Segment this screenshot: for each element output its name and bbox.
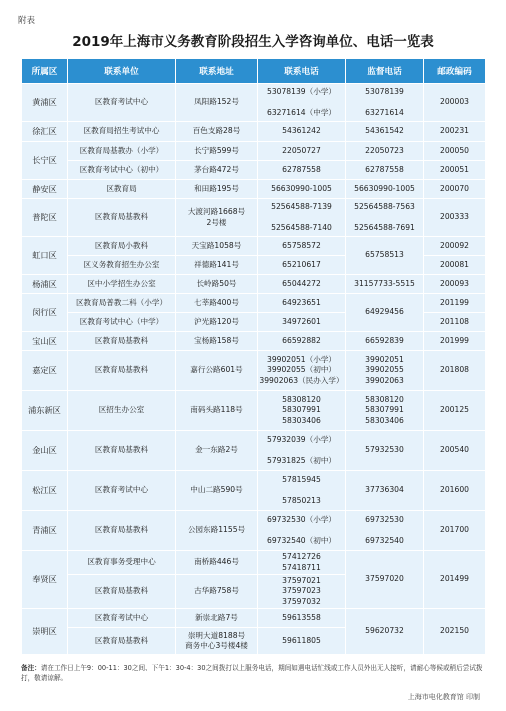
address-cell: 公园东路1155号 bbox=[176, 511, 258, 551]
table-row bbox=[22, 142, 486, 161]
unit-cell: 区教育局招生考试中心 bbox=[68, 122, 176, 142]
phone-cell: 57412726 57418711 bbox=[258, 551, 346, 575]
address-cell: 长岭路50号 bbox=[176, 275, 258, 294]
phone-cell: 57815945 57850213 bbox=[258, 471, 346, 511]
supervision-phone-cell: 69732530 69732540 bbox=[346, 511, 424, 551]
district-cell: 宝山区 bbox=[22, 332, 68, 351]
postcode-cell: 201108 bbox=[424, 313, 486, 332]
unit-cell: 区教育局基教科 bbox=[68, 431, 176, 471]
unit-cell: 区教育局基教科 bbox=[68, 575, 176, 609]
phone-cell: 52564588-7139 52564588-7140 bbox=[258, 199, 346, 237]
address-cell: 七莘路400号 bbox=[176, 294, 258, 313]
unit-cell: 区教育局小教科 bbox=[68, 237, 176, 256]
table-row bbox=[22, 161, 486, 180]
header-district: 所属区 bbox=[22, 59, 68, 84]
postcode-cell: 201700 bbox=[424, 511, 486, 551]
header-unit: 联系单位 bbox=[68, 59, 176, 84]
header-postcode: 邮政编码 bbox=[424, 59, 486, 84]
district-cell: 杨浦区 bbox=[22, 275, 68, 294]
unit-cell: 区教育局基教科 bbox=[68, 199, 176, 237]
postcode-cell: 200092 bbox=[424, 237, 486, 256]
supervision-phone-cell: 22050723 bbox=[346, 142, 424, 161]
appendix-label: 附表 bbox=[18, 16, 36, 26]
footnote-label: 备注： bbox=[21, 664, 41, 672]
unit-cell: 区教育局 bbox=[68, 180, 176, 199]
table-row bbox=[22, 122, 486, 142]
table-row bbox=[22, 332, 486, 351]
unit-cell: 区教育局普教二科（小学） bbox=[68, 294, 176, 313]
address-cell: 百色支路28号 bbox=[176, 122, 258, 142]
phone-cell: 54361242 bbox=[258, 122, 346, 142]
table-row bbox=[22, 609, 486, 628]
supervision-phone-cell: 62787558 bbox=[346, 161, 424, 180]
phone-cell: 64923651 bbox=[258, 294, 346, 313]
supervision-phone-cell: 64929456 bbox=[346, 294, 424, 332]
table-row bbox=[22, 551, 486, 575]
table-row bbox=[22, 275, 486, 294]
district-cell: 嘉定区 bbox=[22, 351, 68, 391]
supervision-phone-cell: 59620732 bbox=[346, 609, 424, 655]
address-cell: 祥德路141号 bbox=[176, 256, 258, 275]
district-cell: 青浦区 bbox=[22, 511, 68, 551]
header-phone: 联系电话 bbox=[258, 59, 346, 84]
postcode-cell: 200125 bbox=[424, 391, 486, 431]
phone-cell: 37597021 37597023 37597032 bbox=[258, 575, 346, 609]
supervision-phone-cell: 54361542 bbox=[346, 122, 424, 142]
address-cell: 新崇北路7号 bbox=[176, 609, 258, 628]
address-cell: 长宁路599号 bbox=[176, 142, 258, 161]
phone-cell: 22050727 bbox=[258, 142, 346, 161]
phone-cell: 53078139（小学） 63271614（中学） bbox=[258, 84, 346, 122]
address-cell: 南码头路118号 bbox=[176, 391, 258, 431]
postcode-cell: 202150 bbox=[424, 609, 486, 655]
address-cell: 金一东路2号 bbox=[176, 431, 258, 471]
supervision-phone-cell: 53078139 63271614 bbox=[346, 84, 424, 122]
postcode-cell: 201600 bbox=[424, 471, 486, 511]
unit-cell: 区教育局基教科 bbox=[68, 511, 176, 551]
printer-credit: 上海市电化教育馆 印制 bbox=[407, 693, 480, 701]
phone-cell: 69732530（小学） 69732540（初中） bbox=[258, 511, 346, 551]
address-cell: 崇明大道8188号 商务中心3号楼4楼 bbox=[176, 628, 258, 655]
unit-cell: 区教育考试中心 bbox=[68, 84, 176, 122]
phone-cell: 59613558 bbox=[258, 609, 346, 628]
district-cell: 松江区 bbox=[22, 471, 68, 511]
phone-cell: 39902051（小学） 39902055（初中） 39902063（民办入学） bbox=[258, 351, 346, 391]
postcode-cell: 201199 bbox=[424, 294, 486, 313]
postcode-cell: 201499 bbox=[424, 551, 486, 609]
table-row bbox=[22, 431, 486, 471]
unit-cell: 区招生办公室 bbox=[68, 391, 176, 431]
supervision-phone-cell: 39902051 39902055 39902063 bbox=[346, 351, 424, 391]
postcode-cell: 200070 bbox=[424, 180, 486, 199]
address-cell: 南桥路446号 bbox=[176, 551, 258, 575]
phone-cell: 66592882 bbox=[258, 332, 346, 351]
postcode-cell: 201999 bbox=[424, 332, 486, 351]
table-row bbox=[22, 351, 486, 391]
table-row bbox=[22, 237, 486, 256]
address-cell: 沪光路120号 bbox=[176, 313, 258, 332]
supervision-phone-cell: 37736304 bbox=[346, 471, 424, 511]
unit-cell: 区教育考试中心（中学） bbox=[68, 313, 176, 332]
table-row bbox=[22, 391, 486, 431]
supervision-phone-cell: 37597020 bbox=[346, 551, 424, 609]
unit-cell: 区教育事务受理中心 bbox=[68, 551, 176, 575]
unit-cell: 区义务教育招生办公室 bbox=[68, 256, 176, 275]
district-cell: 普陀区 bbox=[22, 199, 68, 237]
table-row bbox=[22, 294, 486, 313]
address-cell: 天宝路1058号 bbox=[176, 237, 258, 256]
table-header-row bbox=[22, 59, 486, 84]
supervision-phone-cell: 57932530 bbox=[346, 431, 424, 471]
address-cell: 古华路758号 bbox=[176, 575, 258, 609]
phone-cell: 65210617 bbox=[258, 256, 346, 275]
postcode-cell: 200050 bbox=[424, 142, 486, 161]
table-row bbox=[22, 180, 486, 199]
page-title: 2019年上海市义务教育阶段招生入学咨询单位、电话一览表 bbox=[72, 34, 434, 50]
table-row bbox=[22, 511, 486, 551]
supervision-phone-cell: 65758513 bbox=[346, 237, 424, 275]
phone-cell: 59611805 bbox=[258, 628, 346, 655]
contact-table bbox=[21, 58, 486, 655]
unit-cell: 区教育局基教办（小学） bbox=[68, 142, 176, 161]
table-row bbox=[22, 199, 486, 237]
supervision-phone-cell: 31157733-5515 bbox=[346, 275, 424, 294]
table-row bbox=[22, 84, 486, 122]
postcode-cell: 200003 bbox=[424, 84, 486, 122]
address-cell: 茅台路472号 bbox=[176, 161, 258, 180]
unit-cell: 区中小学招生办公室 bbox=[68, 275, 176, 294]
supervision-phone-cell: 58308120 58307991 58303406 bbox=[346, 391, 424, 431]
supervision-phone-cell: 66592839 bbox=[346, 332, 424, 351]
phone-cell: 34972601 bbox=[258, 313, 346, 332]
postcode-cell: 200333 bbox=[424, 199, 486, 237]
phone-cell: 56630990-1005 bbox=[258, 180, 346, 199]
postcode-cell: 200051 bbox=[424, 161, 486, 180]
postcode-cell: 200081 bbox=[424, 256, 486, 275]
header-address: 联系地址 bbox=[176, 59, 258, 84]
district-cell: 崇明区 bbox=[22, 609, 68, 655]
unit-cell: 区教育考试中心（初中） bbox=[68, 161, 176, 180]
district-cell: 黄浦区 bbox=[22, 84, 68, 122]
district-cell: 奉贤区 bbox=[22, 551, 68, 609]
unit-cell: 区教育局基教科 bbox=[68, 628, 176, 655]
phone-cell: 65758572 bbox=[258, 237, 346, 256]
phone-cell: 62787558 bbox=[258, 161, 346, 180]
postcode-cell: 201808 bbox=[424, 351, 486, 391]
address-cell: 和田路195号 bbox=[176, 180, 258, 199]
address-cell: 嘉行公路601号 bbox=[176, 351, 258, 391]
unit-cell: 区教育局基教科 bbox=[68, 332, 176, 351]
phone-cell: 65044272 bbox=[258, 275, 346, 294]
district-cell: 虹口区 bbox=[22, 237, 68, 275]
address-cell: 大渡河路1668号 2号楼 bbox=[176, 199, 258, 237]
unit-cell: 区教育考试中心 bbox=[68, 609, 176, 628]
district-cell: 金山区 bbox=[22, 431, 68, 471]
district-cell: 徐汇区 bbox=[22, 122, 68, 142]
footnote bbox=[21, 663, 485, 683]
phone-cell: 58308120 58307991 58303406 bbox=[258, 391, 346, 431]
district-cell: 闵行区 bbox=[22, 294, 68, 332]
district-cell: 浦东新区 bbox=[22, 391, 68, 431]
footnote-text: 请在工作日上午9：00-11：30之间、下午1：30-4：30之间拨打以上服务电话，期间如遇电话忙线或工作人员外出无人接听，请耐心等候或稍后尝试拨打，敬请谅解。 bbox=[21, 664, 483, 682]
postcode-cell: 200093 bbox=[424, 275, 486, 294]
header-supervision-phone: 监督电话 bbox=[346, 59, 424, 84]
supervision-phone-cell: 56630990-1005 bbox=[346, 180, 424, 199]
address-cell: 宝杨路158号 bbox=[176, 332, 258, 351]
unit-cell: 区教育局基教科 bbox=[68, 351, 176, 391]
phone-cell: 57932039（小学） 57931825（初中） bbox=[258, 431, 346, 471]
postcode-cell: 200540 bbox=[424, 431, 486, 471]
address-cell: 凤阳路152号 bbox=[176, 84, 258, 122]
district-cell: 静安区 bbox=[22, 180, 68, 199]
address-cell: 中山二路590号 bbox=[176, 471, 258, 511]
table-row bbox=[22, 471, 486, 511]
supervision-phone-cell: 52564588-7563 52564588-7691 bbox=[346, 199, 424, 237]
district-cell: 长宁区 bbox=[22, 142, 68, 180]
postcode-cell: 200231 bbox=[424, 122, 486, 142]
unit-cell: 区教育考试中心 bbox=[68, 471, 176, 511]
